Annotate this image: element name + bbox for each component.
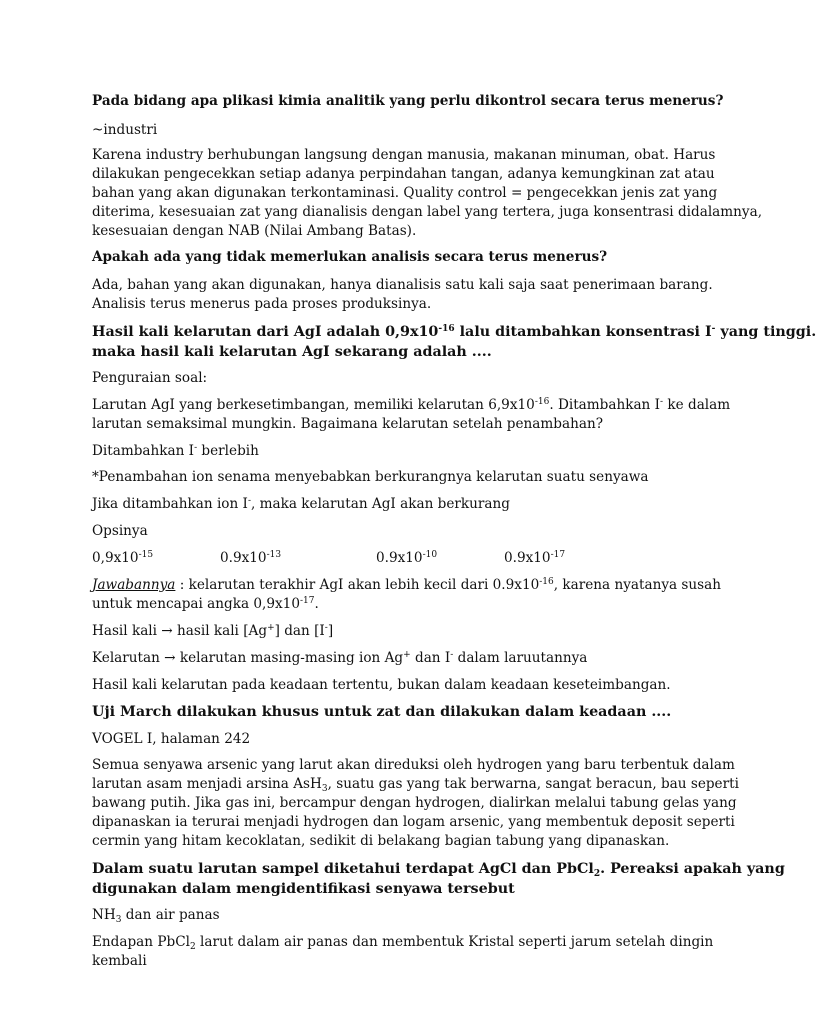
t: lalu ditambahkan konsentrasi I [454, 324, 712, 340]
question-3-line-2 [92, 342, 682, 362]
t: ] [327, 623, 334, 639]
ksp-definition [92, 622, 682, 641]
t: berlebih [197, 443, 259, 459]
t: 0.9x10 [504, 550, 551, 566]
reference-source [92, 730, 682, 749]
t: kembali [92, 953, 147, 969]
t: Kelarutan → kelarutan masing-masing ion Ag [92, 650, 404, 666]
answer-label: Jawabannya [92, 577, 176, 593]
explanation-5-line-1 [92, 933, 714, 952]
option-d [504, 549, 565, 568]
marsh-line-3 [92, 794, 737, 813]
t: dan I [410, 650, 451, 666]
option-c [376, 549, 437, 568]
ksp-note [92, 676, 682, 695]
marsh-line-1 [92, 756, 735, 775]
options-row [92, 549, 682, 569]
text: Karena industry berhubungan langsung dengan manusia, makanan minuman, obat. Harus [92, 147, 716, 163]
subscript: 3 [321, 784, 328, 794]
t: maka hasil kali kelarutan AgI sekarang adalah .... [92, 344, 492, 360]
question-5-line-1 [92, 859, 785, 879]
explanation-1-line-2 [92, 165, 715, 184]
t: ] dan [I [274, 623, 325, 639]
t: Dalam suatu larutan sampel diketahui terdapat AgCl dan PbCl [92, 861, 594, 877]
t: Jika ditambahkan ion I [92, 496, 248, 512]
exponent: -13 [266, 550, 282, 560]
marsh-line-2 [92, 775, 739, 794]
charge: - [450, 650, 454, 660]
exponent: -17 [299, 596, 315, 606]
subscript: 2 [593, 869, 601, 879]
charge: - [711, 324, 716, 334]
t: Endapan PbCl [92, 934, 190, 950]
t: dan air panas [121, 907, 220, 923]
t: Hasil kali kelarutan dari AgI adalah 0,9x10 [92, 324, 439, 340]
text: dilakukan pengecekkan setiap adanya perpindahan tangan, adanya kemungkinan zat atau [92, 166, 715, 182]
added-line [92, 442, 682, 461]
solubility-definition [92, 649, 682, 668]
t: , suatu gas yang tak berwarna, sangat beracun, bau seperti [327, 776, 739, 792]
text: Analisis terus menerus pada proses produksinya. [92, 296, 432, 312]
options-label [92, 522, 682, 541]
t: , karena nyatanya susah [553, 577, 721, 593]
marsh-line-4 [92, 813, 735, 832]
t: larut dalam air panas dan membentuk Kristal seperti jarum setelah dingin [195, 934, 714, 950]
option-a [92, 549, 153, 568]
charge: - [247, 496, 251, 506]
t: Larutan AgI yang berkesetimbangan, memiliki kelarutan 6,9x10 [92, 397, 535, 413]
question-1 [92, 92, 724, 111]
t: bawang putih. Jika gas ini, bercampur dengan hydrogen, dialirkan melalui tabung gelas yang [92, 795, 737, 811]
option-b [220, 549, 281, 568]
t: *Penambahan ion senama menyebabkan berkurangnya kelarutan suatu senyawa [92, 469, 649, 485]
breakdown-line-2 [92, 415, 682, 434]
question-4 [92, 702, 682, 722]
t: Opsinya [92, 523, 148, 539]
answer-1-text: ~industri [92, 122, 158, 138]
t: digunakan dalam mengidentifikasi senyawa tersebut [92, 881, 515, 897]
t: cermin yang hitam kecoklatan, sedikit di belakang bagian tabung yang dipanaskan. [92, 833, 670, 849]
t: dipanaskan ia terurai menjadi hydrogen dan logam arsenic, yang membentuk deposit seperti [92, 814, 735, 830]
t: Ditambahkan I [92, 443, 195, 459]
exponent: -10 [422, 550, 438, 560]
text: Ada, bahan yang akan digunakan, hanya dianalisis satu kali saja saat penerimaan barang. [92, 277, 713, 293]
answer-2-line-1 [92, 276, 713, 295]
t: . Ditambahkan I [549, 397, 661, 413]
t: . Pereaksi apakah yang [600, 861, 785, 877]
t: ke dalam [663, 397, 731, 413]
t: 0.9x10 [220, 550, 267, 566]
t: Penguraian soal: [92, 370, 208, 386]
t: larutan semaksimal mungkin. Bagaimana kelarutan setelah penambahan? [92, 416, 603, 432]
text: kesesuaian dengan NAB (Nilai Ambang Batas). [92, 223, 417, 239]
explanation-1-line-5 [92, 222, 682, 241]
t: Hasil kali kelarutan pada keadaan tertentu, bukan dalam keadaan keseteimbangan. [92, 677, 671, 693]
answer-2-line-2 [92, 295, 682, 314]
t: larutan asam menjadi arsina AsH [92, 776, 322, 792]
charge: - [324, 623, 328, 633]
question-5-line-2 [92, 879, 682, 899]
answer-1 [92, 121, 682, 140]
charge: + [403, 650, 411, 660]
t: . [314, 596, 319, 612]
exponent: -16 [534, 397, 550, 407]
common-ion-note [92, 468, 682, 487]
subscript: 3 [115, 915, 122, 925]
exponent: -17 [550, 550, 566, 560]
t: 0.9x10 [376, 550, 423, 566]
question-2 [92, 248, 682, 267]
answer-3-line-2 [92, 595, 682, 614]
question-3-line-1 [92, 322, 816, 342]
charge: - [194, 443, 198, 453]
charge: - [660, 397, 664, 407]
exponent: -16 [539, 577, 554, 587]
explanation-5-line-2 [92, 952, 682, 971]
explanation-1-line-3 [92, 184, 718, 203]
exponent: -15 [138, 550, 154, 560]
question-2-text: Apakah ada yang tidak memerlukan analisis secara terus menerus? [92, 249, 608, 265]
t: Semua senyawa arsenic yang larut akan direduksi oleh hydrogen yang baru terbentuk dalam [92, 757, 735, 773]
t: Uji March dilakukan khusus untuk zat dan dilakukan dalam keadaan .... [92, 704, 672, 720]
marsh-line-5 [92, 832, 682, 851]
t: untuk mencapai angka 0,9x10 [92, 596, 300, 612]
t: Hasil kali → hasil kali [Ag [92, 623, 268, 639]
charge: + [267, 623, 275, 633]
answer-3-line-1 [92, 576, 721, 595]
answer-5 [92, 906, 682, 925]
if-added-line [92, 495, 682, 514]
t: NH [92, 907, 116, 923]
t: dalam laruutannya [453, 650, 588, 666]
subscript: 2 [189, 942, 196, 952]
t: 0,9x10 [92, 550, 139, 566]
exponent: -16 [438, 324, 455, 334]
breakdown-line-1 [92, 396, 731, 415]
breakdown-label [92, 369, 682, 388]
explanation-1-line-4 [92, 203, 763, 222]
text: bahan yang akan digunakan terkontaminasi. Quality control = pengecekkan jenis zat yang [92, 185, 718, 201]
question-1-text: Pada bidang apa plikasi kimia analitik yang perlu dikontrol secara terus menerus? [92, 93, 724, 109]
text: diterima, kesesuaian zat yang dianalisis dengan label yang tertera, juga konsentrasi didalamnya, [92, 204, 763, 220]
t: yang tinggi. [715, 324, 816, 340]
t: VOGEL I, halaman 242 [92, 731, 251, 747]
t: : kelarutan terakhir AgI akan lebih kecil dari 0.9x10 [175, 577, 540, 593]
explanation-1-line-1 [92, 146, 716, 165]
t: , maka kelarutan AgI akan berkurang [250, 496, 510, 512]
